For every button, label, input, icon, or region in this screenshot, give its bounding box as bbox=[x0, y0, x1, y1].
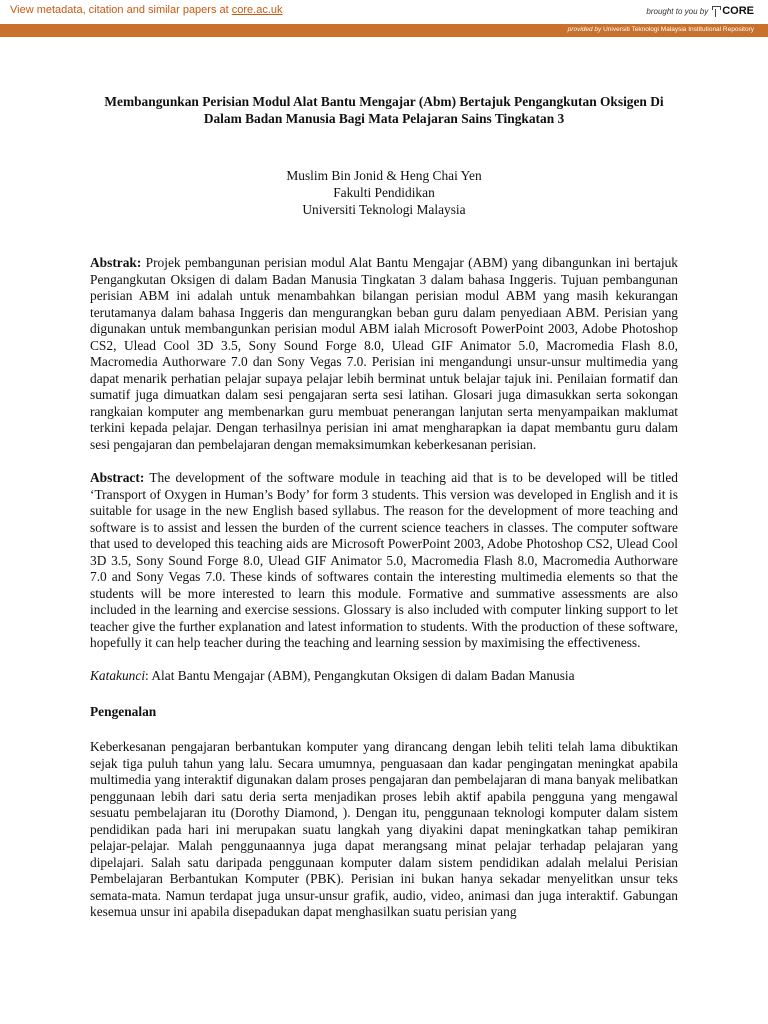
paper-body bbox=[90, 93, 678, 921]
abstract-label: Abstract: bbox=[90, 470, 145, 485]
provided-source: Universiti Teknologi Malaysia Institutional Repository bbox=[603, 26, 754, 33]
abstract-paragraph bbox=[90, 470, 678, 652]
author-block bbox=[90, 167, 678, 218]
provided-prefix: provided by bbox=[567, 26, 602, 33]
core-banner bbox=[0, 0, 768, 25]
core-brand[interactable] bbox=[646, 5, 754, 17]
intro-paragraph: Keberkesanan pengajaran berbantukan komputer yang dirancang dengan lebih teliti telah lama dibuktikan sejak tiga puluh tahun yang lalu. Secara umumnya, penguasaan dan kadar pengingatan meningkat apabila multimedia yang interaktif digunakan dalam proses pengajaran dan pembelajaran di mana banyak melibatkan penggunaan lebih dari satu deria serta menjadikan proses lebih aktif apabila pengguna yang mengawal sesuatu pembelajaran itu (Dorothy Diamond, ). Dengan itu, penggunaan teknologi komputer dalam sistem pendidikan pada hari ini merupakan suatu langkah yang diyakini dapat meningkatkan tahap pemikiran pelajar-pelajar. Malah penggunaannya juga dapat merangsang minat pelajar terhadap pelajaran yang dipelajari. Salah satu daripada penggunaan komputer dalam sistem pendidikan adalah melalui Perisian Pembelajaran Berbantukan Komputer (PBK). Perisian ini bukan hanya sekadar menyelitkan unsur teks semata-mata. Namun terdapat juga unsur-unsur grafik, audio, video, animasi dan juga interaktif. Gabungan kesemua unsur ini apabila disepadukan dapat menghasilkan suatu perisian yang bbox=[90, 739, 678, 919]
title-line-1: Membangunkan Perisian Modul Alat Bantu Mengajar (Abm) Bertajuk Pengangkutan Oksigen Di bbox=[104, 94, 664, 109]
core-logo-text: CORE bbox=[722, 5, 754, 17]
keywords-label: Katakunci bbox=[90, 667, 146, 683]
faculty-name: Fakulti Pendidikan bbox=[333, 185, 435, 200]
core-link[interactable]: core.ac.uk bbox=[231, 4, 283, 16]
provided-by-bar bbox=[0, 24, 768, 37]
paper-title bbox=[90, 93, 678, 127]
abstrak-text: Projek pembangunan perisian modul Alat Bantu Mengajar (ABM) yang dibangunkan ini bertajuk Pengangkutan Oksigen di dalam Badan Manusia Tingkatan 3 dalam bahasa Inggeris. Tujuan pembangunan perisian ABM ini adalah untuk menambahkan bilangan perisian modul ABM yang masih kekurangan terutamanya dalam bahasa Inggeris dan mengurangkan beban guru dalam penyediaan ABM. Perisian yang digunakan untuk membangunkan perisian modul ABM ialah Microsoft PowerPoint 2003, Adobe Photoshop CS2, Ulead Cool 3D 3.5, Sony Sound Forge 8.0, Ulead GIF Animator 5.0, Macromedia Flash 8.0, Macromedia Authorware 7.0 dan Sony Vegas 7.0. Perisian ini mengandungi unsur-unsur multimedia yang dapat menarik perhatian pelajar supaya pelajar lebih berminat untuk belajar tajuk ini. Penilaian formatif dan sumatif juga dimuatkan dalam sesi pengajaran serta sesi latihan. Glosari juga dimasukkan serta sokongan rangkaian komputer ang membenarkan guru membuat penerangan lanjutan serta menyampaikan maklumat terkini kepada pelajar. Dengan terhasilnya perisian ini amat mengharapkan ia dapat membantu guru dalam sesi pengajaran dan pembelajaran dengan memaksimumkan keberkesanan perisian. bbox=[90, 255, 678, 452]
abstrak-paragraph bbox=[90, 255, 678, 453]
section-heading: Pengenalan bbox=[90, 704, 157, 719]
abstract-text: The development of the software module in teaching aid that is to be developed will be titled ‘Transport of Oxygen in Human’s Body’ for form 3 students. This version was developed in English and it is suitable for usage in the new English based syllabus. The reason for the development of more teaching and software is to assist and lessen the burden of the current science teachers in classes. The computer software that used to developed this teaching aids are Microsoft PowerPoint 2003, Adobe Photoshop CS2, Ulead Cool 3D 3.5, Sony Sound Forge 8.0, Ulead GIF Animator 5.0, Macromedia Flash 8.0, Macromedia Authorware 7.0 and Sony Vegas 7.0. These kinds of softwares contain the interesting multimedia elements so that the students will be more interested to learn this module. Formative and summative assessments are also included in the learning and exercise sessions. Glossary is also included with computer linking support to let teacher give the further explanation and latest information to students. With the production of these software, hopefully it can help teacher during the teaching and learning session by maximising the effectiveness. bbox=[90, 470, 678, 650]
university-name: Universiti Teknologi Malaysia bbox=[302, 202, 466, 217]
provided-by-text[interactable] bbox=[568, 26, 754, 33]
keywords-paragraph bbox=[90, 668, 678, 685]
abstrak-label: Abstrak: bbox=[90, 255, 142, 270]
author-names: Muslim Bin Jonid & Heng Chai Yen bbox=[286, 168, 482, 183]
core-logo[interactable] bbox=[711, 5, 754, 17]
core-metadata-text: View metadata, citation and similar papers at bbox=[10, 4, 229, 16]
title-line-2: Dalam Badan Manusia Bagi Mata Pelajaran Sains Tingkatan 3 bbox=[203, 111, 565, 126]
brought-by-text: brought to you by bbox=[646, 6, 709, 16]
keywords-text: : Alat Bantu Mengajar (ABM), Pengangkutan Oksigen di dalam Badan Manusia bbox=[145, 667, 575, 683]
core-metadata-link-area bbox=[10, 4, 283, 16]
core-logo-icon bbox=[711, 6, 720, 17]
